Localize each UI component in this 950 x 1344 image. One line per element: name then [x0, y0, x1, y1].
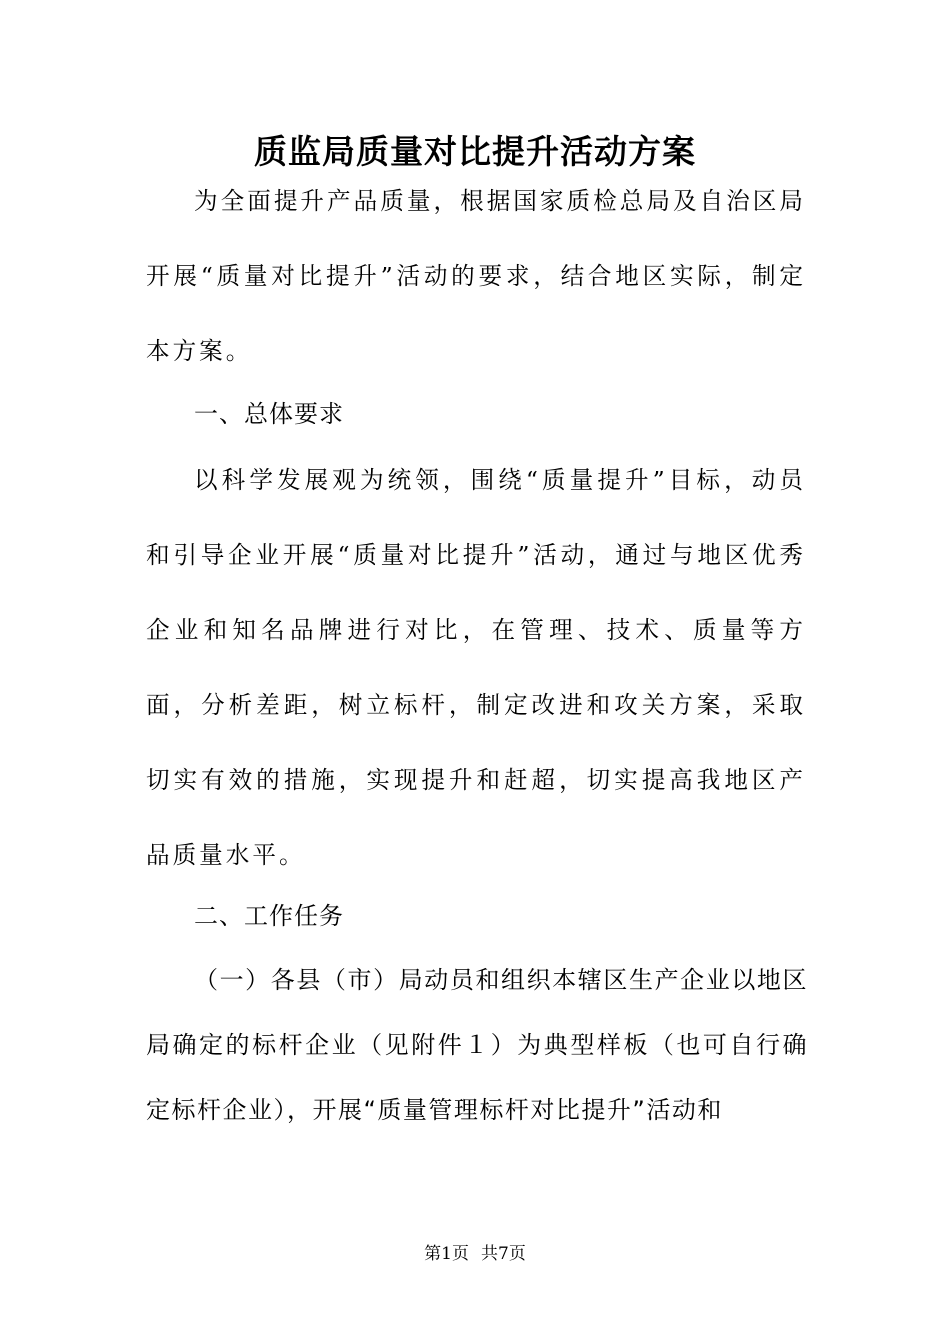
section-heading-work-tasks: 二、工作任务 [194, 902, 344, 930]
page-number-total: 共7页 [481, 1244, 526, 1264]
page-footer [0, 1242, 950, 1266]
intro-paragraph: 为全面提升产品质量，根据国家质检总局及自治区局开展“质量对比提升”活动的要求，结合地区实际，制定本方案。 [146, 187, 806, 365]
document-title: 质监局质量对比提升活动方案 [254, 132, 696, 171]
work-task-item-1: （一）各县（市）局动员和组织本辖区生产企业以地区局确定的标杆企业（见附件１）为典型样板（也可自行确定标杆企业），开展“质量管理标杆对比提升”活动和 [146, 966, 808, 1124]
section-overall-requirements-body: 以科学发展观为统领，围绕“质量提升”目标，动员和引导企业开展“质量对比提升”活动，通过与地区优秀企业和知名品牌进行对比，在管理、技术、质量等方面，分析差距，树立标杆，制定改进和攻关方案，采取切实有效的措施，实现提升和赶超，切实提高我地区产品质量水平。 [146, 466, 806, 869]
page-number-current: 第1页 [424, 1244, 469, 1264]
section-heading-overall-requirements: 一、总体要求 [194, 400, 344, 428]
